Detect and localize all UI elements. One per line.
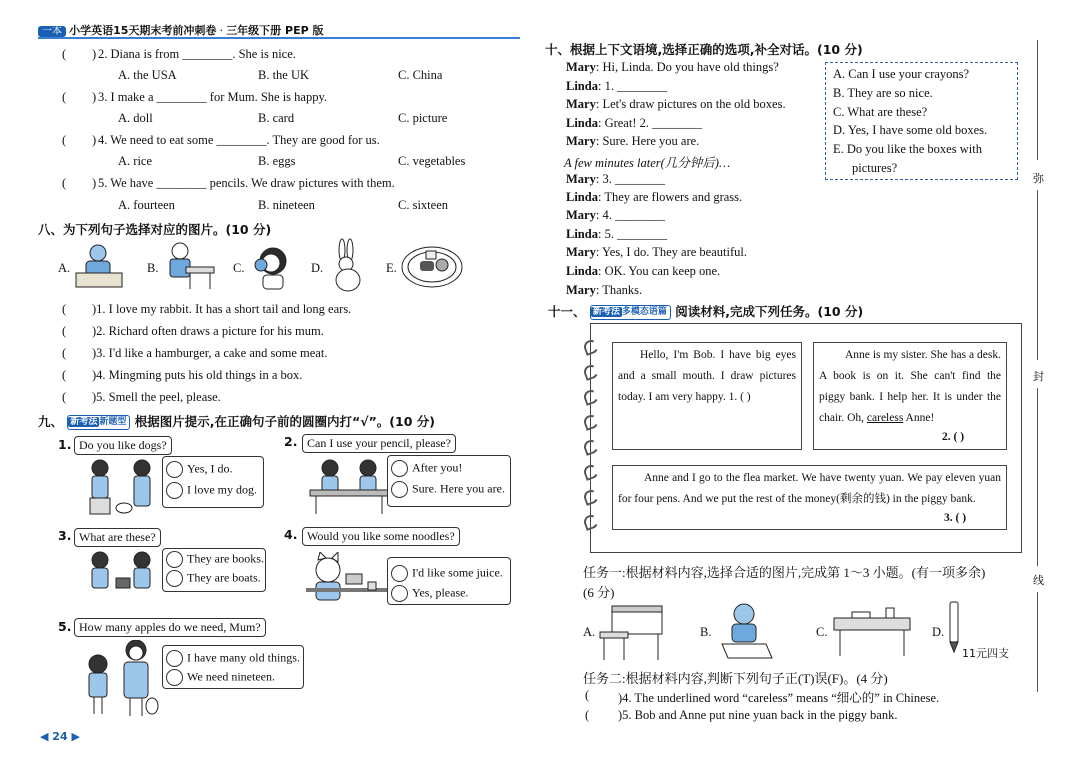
line-text: : 4. ________ <box>595 208 665 222</box>
check-circle[interactable] <box>166 570 183 587</box>
boy-putting-things-in-box-image <box>70 241 128 291</box>
option-text: They are boats. <box>187 570 261 585</box>
item-text: )2. Richard often draws a picture for his mum. <box>92 324 324 338</box>
line-text: : They are flowers and grass. <box>597 190 743 204</box>
paren: ( <box>62 176 67 190</box>
seal-char-3: 线 <box>1033 574 1044 587</box>
blank-2: 2. ( ) <box>942 431 965 443</box>
speech-bubble: Can I use your pencil, please? <box>302 434 456 453</box>
header-dot: · <box>219 24 224 37</box>
dialog-line <box>566 264 720 279</box>
option-a: A. Can I use your crayons? <box>833 67 970 81</box>
line-text: : 1. ________ <box>597 79 668 93</box>
check-circle[interactable] <box>391 585 408 602</box>
line-text: : Hi, Linda. Do you have old things? <box>595 60 779 74</box>
tag-part-1: 新考法 <box>592 307 620 317</box>
option-b: B. card <box>258 111 295 125</box>
speaker: Linda <box>566 116 598 130</box>
kids-with-books-image <box>86 550 162 596</box>
section-8-title: 八、为下列句子选择对应的图片。(10 分) <box>38 222 272 237</box>
paren: ( <box>585 688 590 702</box>
passage-2-end: Anne! <box>903 412 935 424</box>
line-text: : Let's draw pictures on the old boxes. <box>595 97 786 111</box>
option-2[interactable] <box>166 482 257 499</box>
dialog-line <box>566 227 667 242</box>
tag-part-2: 多模态语篇 <box>621 307 667 317</box>
header-rule <box>38 37 520 39</box>
speaker: Mary <box>566 134 596 148</box>
speaker: Mary <box>566 245 596 259</box>
item-text: )3. I'd like a hamburger, a cake and some meat. <box>92 346 328 360</box>
two-kids-desk-image <box>308 456 390 516</box>
dialog-line <box>566 283 642 298</box>
check-circle[interactable] <box>166 461 183 478</box>
pic-label-a: A. <box>583 625 596 639</box>
section-9-num: 九、 <box>38 414 64 429</box>
option-e-cont: pictures? <box>852 161 898 175</box>
item-text: )5. Smell the peel, please. <box>92 390 221 404</box>
line-text: : OK. You can keep one. <box>597 264 721 278</box>
option-1[interactable] <box>391 565 503 582</box>
paren: ( <box>62 346 67 360</box>
tag-part-1: 新考法 <box>70 417 98 427</box>
boy-and-dog-image <box>80 458 162 518</box>
option-a: A. fourteen <box>118 198 175 212</box>
page-header <box>38 22 324 38</box>
passage-1: Hello, I'm Bob. I have big eyes and a small mouth. I draw pictures today. I am very happy. 1. ( ) <box>612 342 802 450</box>
rabbit-image <box>326 238 370 294</box>
speech-bubble: Do you like dogs? <box>74 436 172 455</box>
line-text: : Thanks. <box>595 283 643 297</box>
seal-line <box>1037 40 1038 160</box>
check-circle[interactable] <box>166 551 183 568</box>
speaker: Mary <box>566 172 596 186</box>
passage-3: Anne and I go to the flea market. We have twenty yuan. We pay eleven yuan for four pens. And we put the rest of the money(剩余的钱) in the piggy bank. <box>612 465 1007 530</box>
speaker: Linda <box>566 79 598 93</box>
pic-label-e: E. <box>386 261 397 275</box>
item-text: )1. I love my rabbit. It has a short tail and long ears. <box>92 302 352 316</box>
option-1[interactable] <box>166 650 300 667</box>
boy-drawing-picture-image <box>716 600 774 662</box>
new-method-tag <box>67 415 130 430</box>
paren: ( <box>62 133 67 147</box>
section-11-text: 阅读材料,完成下列任务。(10 分) <box>675 304 864 319</box>
speaker: Mary <box>566 60 596 74</box>
section-9-text: 根据图片提示,在正确句子前的圆圈内打“√”。(10 分) <box>134 414 435 429</box>
check-circle[interactable] <box>391 481 408 498</box>
speech-bubble: What are these? <box>74 528 161 547</box>
check-circle[interactable] <box>166 482 183 499</box>
option-2[interactable] <box>391 585 468 602</box>
paren: ( <box>62 47 67 61</box>
pic-label-c: C. <box>816 625 828 639</box>
option-text: After you! <box>412 460 463 475</box>
paren: ) <box>92 133 97 147</box>
task-2: 任务二:根据材料内容,判断下列句子正(T)误(F)。(4 分) <box>583 671 888 686</box>
item-text: )4. Mingming puts his old things in a box. <box>92 368 303 382</box>
option-1[interactable] <box>166 551 264 568</box>
paren: ( <box>62 324 67 338</box>
line-text: : 3. ________ <box>595 172 665 186</box>
seal-line <box>1037 388 1038 566</box>
paren: ) <box>92 90 97 104</box>
price-label: 11元四支 <box>962 647 1009 660</box>
option-b: B. the UK <box>258 68 310 82</box>
dialog-line <box>566 190 742 205</box>
option-1[interactable] <box>391 460 462 477</box>
option-b: B. eggs <box>258 154 296 168</box>
option-a: A. the USA <box>118 68 177 82</box>
dialog-line <box>566 208 665 223</box>
mum-and-boy-image <box>84 640 164 718</box>
section-9-title <box>38 412 435 430</box>
check-circle[interactable] <box>391 565 408 582</box>
check-circle[interactable] <box>166 650 183 667</box>
q-number: 2. <box>284 434 298 449</box>
speaker: Mary <box>566 283 596 297</box>
question-text: 2. Diana is from ________. She is nice. <box>98 47 296 61</box>
dialog-line <box>566 172 665 187</box>
section-10-title: 十、根据上下文语境,选择正确的选项,补全对话。(10 分) <box>545 42 863 57</box>
seal-char-1: 弥 <box>1033 172 1044 185</box>
dialog-line <box>566 60 779 75</box>
q-number: 3. <box>58 528 72 543</box>
option-c: C. vegetables <box>398 154 466 168</box>
pen-image <box>946 600 962 654</box>
option-text: Sure. Here you are. <box>412 481 505 496</box>
new-method-tag <box>590 305 671 320</box>
passage-2-text: Anne is my sister. She has a desk. A book is on it. She can't find the piggy bank. I help her. It is under the chair. Oh, <box>819 349 1001 424</box>
section-11-title <box>548 302 863 320</box>
option-c: C. picture <box>398 111 448 125</box>
tf-item-4: )4. The underlined word “careless” means “细心的” in Chinese. <box>618 691 940 705</box>
question-text: 3. I make a ________ for Mum. She is happy. <box>98 90 328 104</box>
tag-part-2: 新题型 <box>99 417 127 427</box>
option-c: C. China <box>398 68 443 82</box>
brand-badge: 一本 <box>38 26 66 37</box>
speaker: Linda <box>566 190 598 204</box>
question-text: 4. We need to eat some ________. They are good for us. <box>98 133 380 147</box>
dialog-line <box>566 245 747 260</box>
passage-2 <box>813 342 1007 450</box>
seal-char-2: 封 <box>1033 370 1044 383</box>
pic-label-b: B. <box>700 625 712 639</box>
q-number: 4. <box>284 527 298 542</box>
dialog-line <box>566 116 702 131</box>
option-text: They are books. <box>187 551 264 566</box>
question-text: 5. We have ________ pencils. We draw pictures with them. <box>98 176 395 190</box>
dialog-line <box>566 134 699 149</box>
option-c: C. sixteen <box>398 198 448 212</box>
paren: ( <box>62 368 67 382</box>
option-1[interactable] <box>166 461 232 478</box>
q-number: 1. <box>58 437 72 452</box>
pic-label-b: B. <box>147 261 159 275</box>
speaker: Mary <box>566 208 596 222</box>
desk-with-chair-image <box>598 604 664 662</box>
option-2[interactable] <box>166 669 275 686</box>
check-circle[interactable] <box>391 460 408 477</box>
book-title: 小学英语15天期末考前冲刺卷 <box>69 24 217 37</box>
speech-bubble: How many apples do we need, Mum? <box>74 618 266 637</box>
line-text: : Yes, I do. They are beautiful. <box>595 245 747 259</box>
option-d: D. Yes, I have some old boxes. <box>833 123 988 137</box>
paren: ( <box>62 90 67 104</box>
section-11-num: 十一、 <box>548 304 586 319</box>
seal-line <box>1037 592 1038 692</box>
speaker: Linda <box>566 227 598 241</box>
pic-label-a: A. <box>58 261 71 275</box>
paren: ) <box>92 47 97 61</box>
option-text: I'd like some juice. <box>412 565 503 580</box>
speaker: Linda <box>566 264 598 278</box>
underlined-word: careless <box>866 412 904 424</box>
desk-with-book-image <box>830 606 914 658</box>
line-text: A few minutes later(几分钟后)… <box>564 156 731 170</box>
line-text: : Sure. Here you are. <box>595 134 700 148</box>
food-plate-image <box>400 243 464 289</box>
option-e: E. Do you like the boxes with <box>833 142 982 156</box>
girl-smelling-image <box>243 241 297 291</box>
dialog-line <box>564 153 730 171</box>
tf-item-5: )5. Bob and Anne put nine yuan back in the piggy bank. <box>618 708 898 722</box>
task-1-score: (6 分) <box>583 585 615 600</box>
blank-3: 3. ( ) <box>944 512 967 524</box>
option-a: A. doll <box>118 111 153 125</box>
option-text: I have many old things. <box>187 650 300 665</box>
pic-label-d: D. <box>932 625 945 639</box>
option-b: B. nineteen <box>258 198 315 212</box>
dialog-line <box>566 79 667 94</box>
option-2[interactable] <box>391 481 505 498</box>
option-text: I love my dog. <box>187 482 257 497</box>
page-number-text: 24 <box>52 730 68 743</box>
boy-drawing-image <box>160 241 218 291</box>
line-text: : Great! 2. ________ <box>597 116 703 130</box>
pic-label-d: D. <box>311 261 324 275</box>
option-text: We need nineteen. <box>187 669 275 684</box>
speech-bubble: Would you like some noodles? <box>302 527 460 546</box>
paren: ) <box>92 176 97 190</box>
task-1: 任务一:根据材料内容,选择合适的图片,完成第 1～3 小题。(有一项多余) <box>583 565 986 580</box>
dialog-line <box>566 97 786 112</box>
grade-label: 三年级下册 PEP 版 <box>226 24 324 37</box>
cat-with-noodles-image <box>306 552 388 604</box>
option-2[interactable] <box>166 570 261 587</box>
speaker: Mary <box>566 97 596 111</box>
option-text: Yes, I do. <box>187 461 233 476</box>
pic-label-c: C. <box>233 261 245 275</box>
line-text: : 5. ________ <box>597 227 668 241</box>
option-text: Yes, please. <box>412 585 469 600</box>
seal-line <box>1037 190 1038 360</box>
option-c: C. What are these? <box>833 105 928 119</box>
option-b: B. They are so nice. <box>833 86 933 100</box>
option-a: A. rice <box>118 154 153 168</box>
paren: ( <box>585 708 590 722</box>
check-circle[interactable] <box>166 669 183 686</box>
q-number: 5. <box>58 619 72 634</box>
paren: ( <box>62 302 67 316</box>
page-number: ◀ 24 ▶ <box>40 730 80 743</box>
paren: ( <box>62 390 67 404</box>
